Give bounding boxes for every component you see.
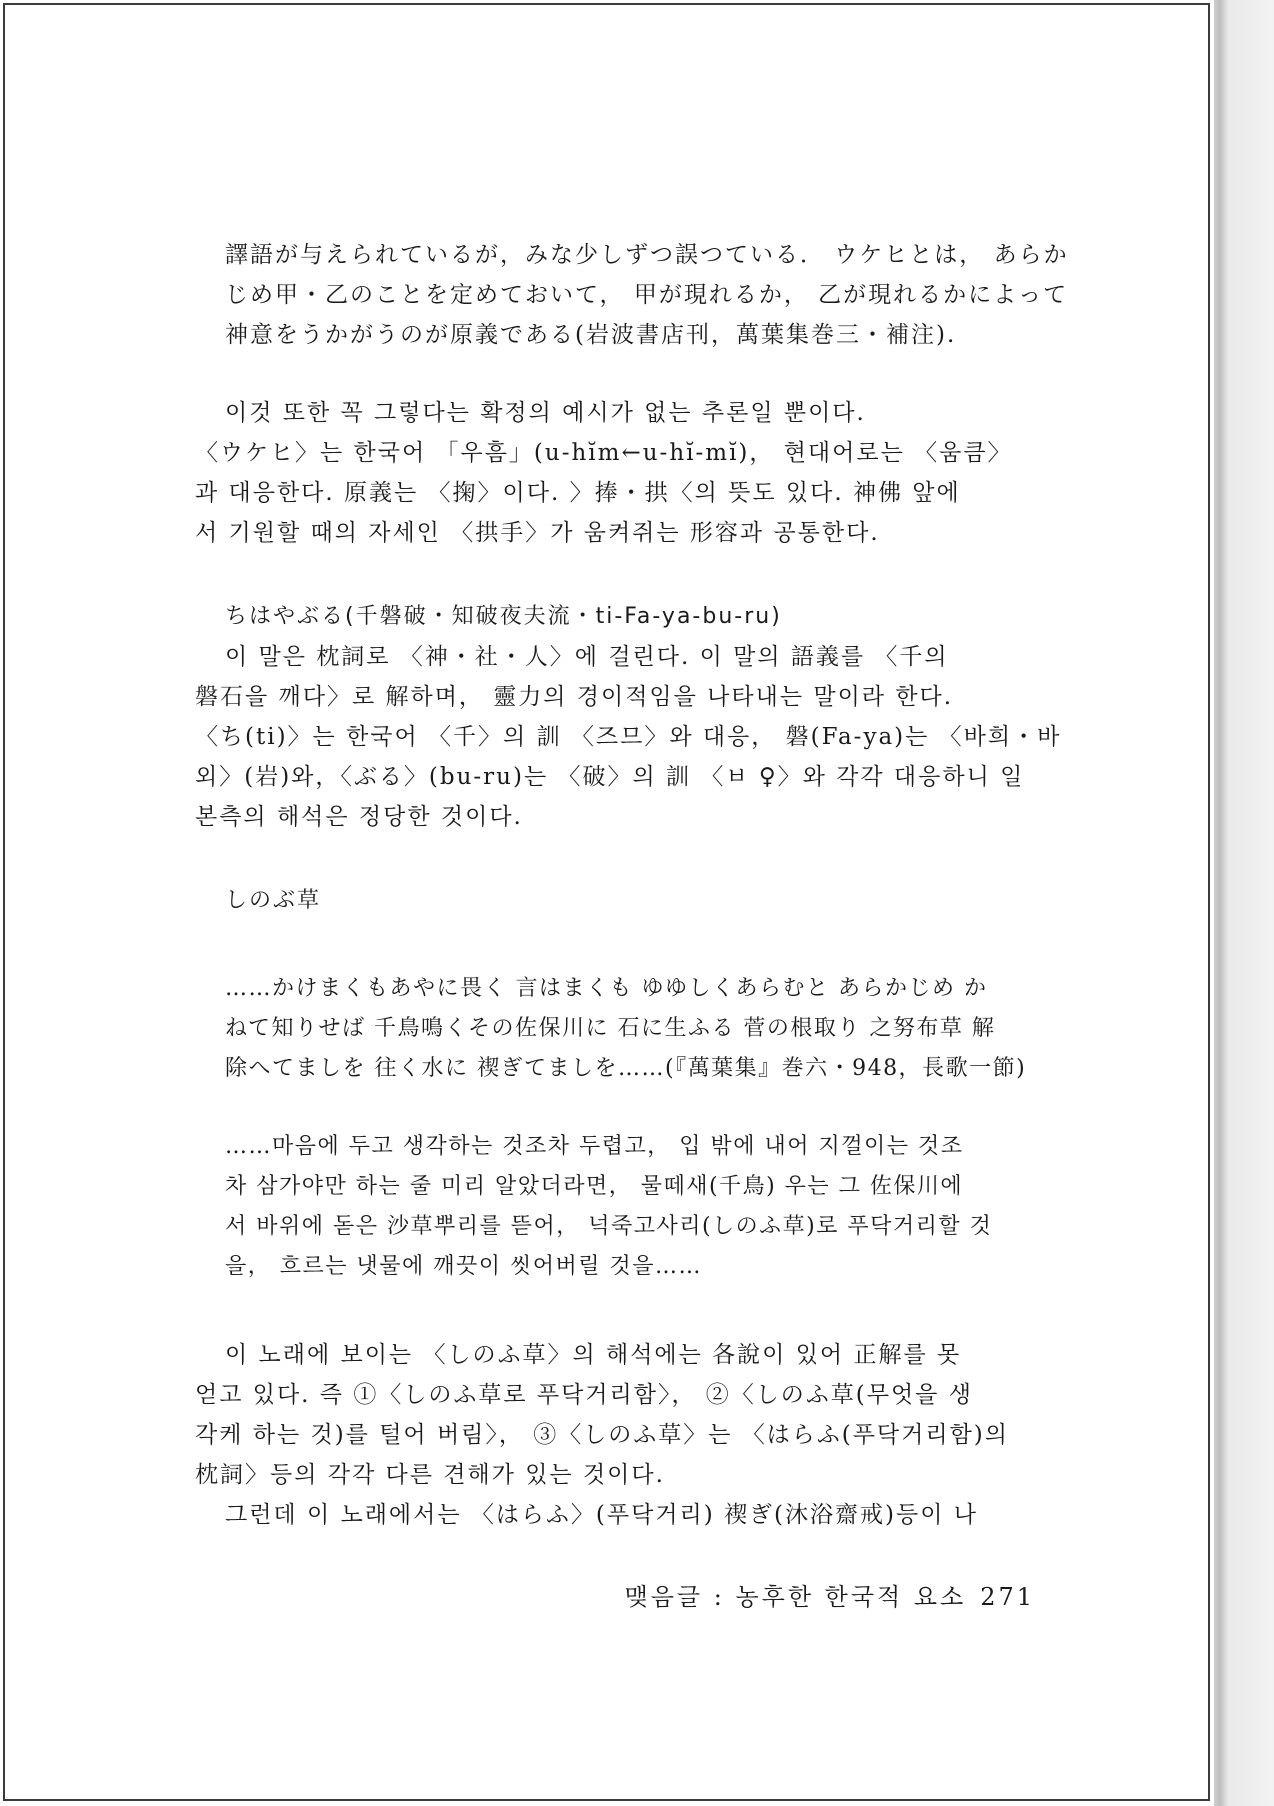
- viewer-right-margin: [1214, 0, 1274, 1806]
- body-line: 磐石을 깨다〉로 解하며， 靈力의 경이적임을 나타내는 말이라 한다.: [195, 684, 954, 710]
- quote-line: ねて知りせば 千鳥鳴くその佐保川に 石に生ふる 菅の根取り 之努布草 解: [225, 1016, 996, 1041]
- book-page: [3, 3, 1210, 1801]
- note-line: 譯語が与えられているが，みな少しずつ誤つている． ウケヒとは， あらか: [225, 242, 1069, 268]
- translation-line: 차 삼가야만 하는 줄 미리 알았더라면， 물떼새(千鳥) 우는 그 佐保川에: [225, 1174, 964, 1199]
- body-line: 외〉(岩)와，〈ぶる〉(bu-ru)는 〈破〉의 訓 〈ㅂ ♀〉와 각각 대응하니 일: [195, 764, 1025, 790]
- body-line: 과 대응한다. 原義는 〈掬〉이다. 〉捧・拱〈의 뜻도 있다. 神佛 앞에: [195, 480, 961, 506]
- body-line: 각케 하는 것)를 털어 버림〉， ③〈しのふ草〉는 〈はらふ(푸닥거리함)의: [195, 1422, 1009, 1448]
- translation-line: ……마음에 두고 생각하는 것조차 두렵고， 입 밖에 내어 지껄이는 것조: [225, 1134, 964, 1159]
- body-paragraph-chihayaburu: [195, 637, 1062, 837]
- translation-line: 을， 흐르는 냇물에 깨끗이 씻어버릴 것을……: [225, 1254, 702, 1279]
- body-line: 그런데 이 노래에서는 〈はらふ〉(푸닥거리) 禊ぎ(沐浴齋戒)등이 나: [225, 1502, 978, 1528]
- body-line: 〈ウケヒ〉는 한국어 「우흠」(u-hĭm←u-hĭ-mĭ)， 현대어로는 〈움큼〉: [195, 440, 1013, 466]
- page-content: [195, 235, 1069, 1535]
- note-block-japanese: [195, 235, 1069, 355]
- running-title: 맺음글 : 농후한 한국적 요소: [624, 1583, 967, 1611]
- body-line: 이 말은 枕詞로 〈神・社・人〉에 걸린다. 이 말의 語義를 〈千의: [225, 644, 949, 670]
- body-line: 이것 또한 꼭 그렇다는 확정의 예시가 없는 추론일 뿐이다.: [225, 400, 866, 426]
- quote-block-manyoshu: [195, 969, 1025, 1089]
- quote-line: 除へてましを 往く水に 禊ぎてましを……(『萬葉集』巻六・948，長歌一節): [225, 1056, 1027, 1081]
- body-line: 얻고 있다. 즉 ①〈しのふ草로 푸닥거리함〉， ②〈しのふ草(무엇을 생: [195, 1382, 973, 1408]
- note-line: じめ甲・乙のことを定めておいて， 甲が現れるか， 乙が現れるかによって: [225, 282, 1069, 308]
- section-heading-shinobugusa: しのぶ草: [225, 888, 322, 913]
- quote-line: ……かけまくもあやに畏く 言はまくも ゆゆしくあらむと あらかじめ か: [225, 976, 988, 1001]
- body-line: 서 기원할 때의 자세인 〈拱手〉가 움켜쥐는 形容과 공통한다.: [195, 520, 880, 546]
- translation-line: 서 바위에 돋은 沙草뿌리를 뜯어， 넉죽고사리(しのふ草)로 푸닥거리할 것: [225, 1214, 993, 1239]
- body-paragraph-uke: [195, 393, 1025, 553]
- note-line: 神意をうかがうのが原義である(岩波書店刊，萬葉集巻三・補注).: [225, 322, 957, 348]
- page-number: 271: [980, 1583, 1035, 1611]
- page-footer: [615, 1577, 1035, 1612]
- body-line: 이 노래에 보이는 〈しのふ草〉의 해석에는 各說이 있어 正解를 못: [225, 1342, 962, 1368]
- section-heading-chihayaburu: ちはやぶる(千磐破・知破夜夫流・ti-Fa-ya-bu-ru): [225, 604, 782, 629]
- body-line: 枕詞〉등의 각각 다른 견해가 있는 것이다.: [195, 1462, 665, 1488]
- body-line: 〈ち(ti)〉는 한국어 〈千〉의 訓 〈즈므〉와 대응， 磐(Fa-ya)는 〈바희・바: [195, 724, 1062, 750]
- quote-translation-block: [195, 1127, 1025, 1287]
- body-paragraph-shinobugusa: [195, 1335, 1025, 1535]
- body-line: 본측의 해석은 정당한 것이다.: [195, 804, 523, 830]
